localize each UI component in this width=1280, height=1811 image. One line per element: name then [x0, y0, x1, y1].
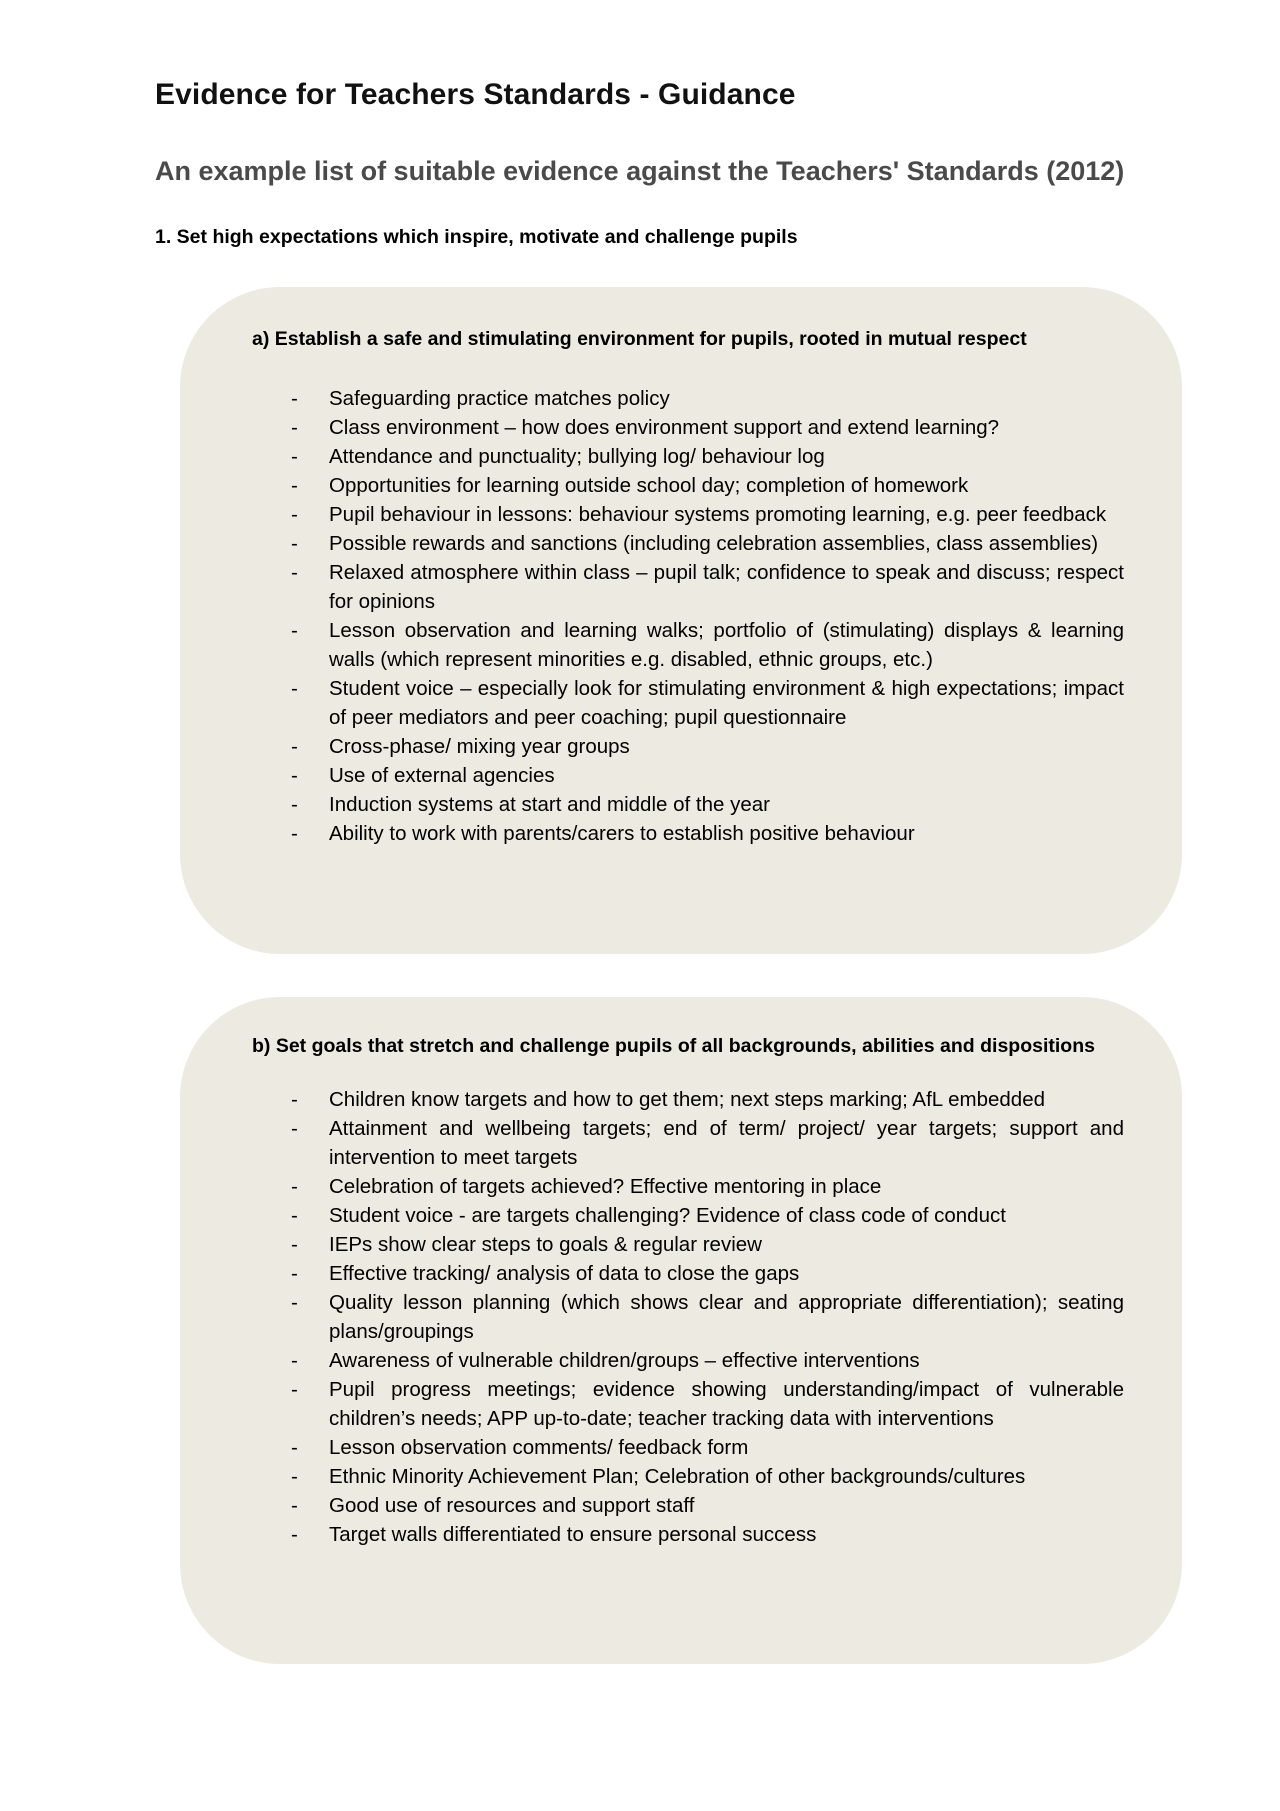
- list-item-text: Good use of resources and support staff: [329, 1494, 695, 1517]
- list-item-text: Opportunities for learning outside school day; completion of homework: [329, 474, 969, 497]
- bullet-dash: -: [291, 1204, 298, 1227]
- bullet-dash: -: [291, 503, 298, 526]
- list-item: [252, 442, 1124, 471]
- bullet-dash: -: [291, 1117, 298, 1140]
- list-item-text: Possible rewards and sanctions (including celebration assemblies, class assemblies): [329, 532, 1099, 555]
- section-a-heading: a) Establish a safe and stimulating environment for pupils, rooted in mutual respect: [252, 328, 1027, 350]
- section-b-list: [252, 1085, 1124, 1549]
- bullet-dash: -: [291, 619, 298, 642]
- bullet-dash: -: [291, 1494, 298, 1517]
- list-item-text: Quality lesson planning (which shows clear and appropriate differentiation); seating plans/groupings: [329, 1291, 1124, 1343]
- list-item: [252, 819, 1124, 848]
- list-item: [252, 1230, 1124, 1259]
- bullet-dash: -: [291, 561, 298, 584]
- bullet-dash: -: [291, 474, 298, 497]
- bullet-dash: -: [291, 1262, 298, 1285]
- list-item: [252, 616, 1124, 674]
- list-item-text: Student voice - are targets challenging? Evidence of class code of conduct: [329, 1204, 1006, 1227]
- list-item-text: Use of external agencies: [329, 764, 555, 787]
- bullet-dash: -: [291, 387, 298, 410]
- list-item: [252, 761, 1124, 790]
- list-item-text: Ability to work with parents/carers to establish positive behaviour: [329, 822, 915, 845]
- list-item: [252, 1085, 1124, 1114]
- list-item-text: Pupil progress meetings; evidence showing understanding/impact of vulnerable children’s needs; APP up-to-date; teacher tracking data with interventions: [329, 1378, 1124, 1430]
- list-item-text: Lesson observation comments/ feedback form: [329, 1436, 749, 1459]
- list-item: [252, 1259, 1124, 1288]
- list-item: [252, 1201, 1124, 1230]
- list-item-text: Attendance and punctuality; bullying log/ behaviour log: [329, 445, 825, 468]
- list-item: [252, 413, 1124, 442]
- bullet-dash: -: [291, 1349, 298, 1372]
- list-item: [252, 1346, 1124, 1375]
- bullet-dash: -: [291, 1233, 298, 1256]
- list-item-text: Safeguarding practice matches policy: [329, 387, 670, 410]
- bullet-dash: -: [291, 1465, 298, 1488]
- list-item: [252, 1520, 1124, 1549]
- list-item: [252, 1491, 1124, 1520]
- bullet-dash: -: [291, 1378, 298, 1401]
- list-item: [252, 1433, 1124, 1462]
- list-item: [252, 1462, 1124, 1491]
- list-item-text: Attainment and wellbeing targets; end of term/ project/ year targets; support and intervention to meet targets: [329, 1117, 1124, 1169]
- list-item: [252, 1114, 1124, 1172]
- list-item-text: Induction systems at start and middle of the year: [329, 793, 770, 816]
- section-a-box: [180, 287, 1182, 954]
- page-title: Evidence for Teachers Standards - Guidance: [155, 78, 796, 111]
- page-subtitle: An example list of suitable evidence against the Teachers' Standards (2012): [155, 156, 1125, 186]
- bullet-dash: -: [291, 1291, 298, 1314]
- list-item-text: Children know targets and how to get them; next steps marking; AfL embedded: [329, 1088, 1046, 1111]
- list-item-text: IEPs show clear steps to goals & regular review: [329, 1233, 762, 1256]
- bullet-dash: -: [291, 735, 298, 758]
- list-item: [252, 529, 1124, 558]
- bullet-dash: -: [291, 764, 298, 787]
- list-item: [252, 1288, 1124, 1346]
- list-item-text: Relaxed atmosphere within class – pupil talk; confidence to speak and discuss; respect for opinions: [329, 561, 1124, 613]
- list-item: [252, 790, 1124, 819]
- section-b-heading: b) Set goals that stretch and challenge pupils of all backgrounds, abilities and dispositions: [252, 1035, 1095, 1057]
- list-item-text: Celebration of targets achieved? Effective mentoring in place: [329, 1175, 882, 1198]
- list-item-text: Lesson observation and learning walks; portfolio of (stimulating) displays & learning walls (which represent minorities e.g. disabled, ethnic groups, etc.): [329, 619, 1124, 671]
- list-item: [252, 471, 1124, 500]
- list-item-text: Pupil behaviour in lessons: behaviour systems promoting learning, e.g. peer feedback: [329, 503, 1107, 526]
- list-item-text: Cross-phase/ mixing year groups: [329, 735, 630, 758]
- list-item-text: Effective tracking/ analysis of data to close the gaps: [329, 1262, 800, 1285]
- bullet-dash: -: [291, 677, 298, 700]
- bullet-dash: -: [291, 1523, 298, 1546]
- list-item-text: Ethnic Minority Achievement Plan; Celebration of other backgrounds/cultures: [329, 1465, 1026, 1488]
- bullet-dash: -: [291, 416, 298, 439]
- bullet-dash: -: [291, 1175, 298, 1198]
- list-item: [252, 558, 1124, 616]
- list-item-text: Target walls differentiated to ensure personal success: [329, 1523, 817, 1546]
- section-a-list: [252, 384, 1124, 848]
- list-item: [252, 674, 1124, 732]
- bullet-dash: -: [291, 1436, 298, 1459]
- list-item: [252, 1375, 1124, 1433]
- standard-heading: 1. Set high expectations which inspire, motivate and challenge pupils: [155, 226, 798, 248]
- section-b-box: [180, 997, 1182, 1664]
- bullet-dash: -: [291, 445, 298, 468]
- bullet-dash: -: [291, 793, 298, 816]
- list-item: [252, 1172, 1124, 1201]
- list-item-text: Student voice – especially look for stimulating environment & high expectations; impact of peer mediators and peer coaching; pupil questionnaire: [329, 677, 1124, 729]
- list-item-text: Awareness of vulnerable children/groups – effective interventions: [329, 1349, 920, 1372]
- list-item-text: Class environment – how does environment support and extend learning?: [329, 416, 1000, 439]
- bullet-dash: -: [291, 1088, 298, 1111]
- bullet-dash: -: [291, 532, 298, 555]
- bullet-dash: -: [291, 822, 298, 845]
- list-item: [252, 384, 1124, 413]
- list-item: [252, 500, 1124, 529]
- list-item: [252, 732, 1124, 761]
